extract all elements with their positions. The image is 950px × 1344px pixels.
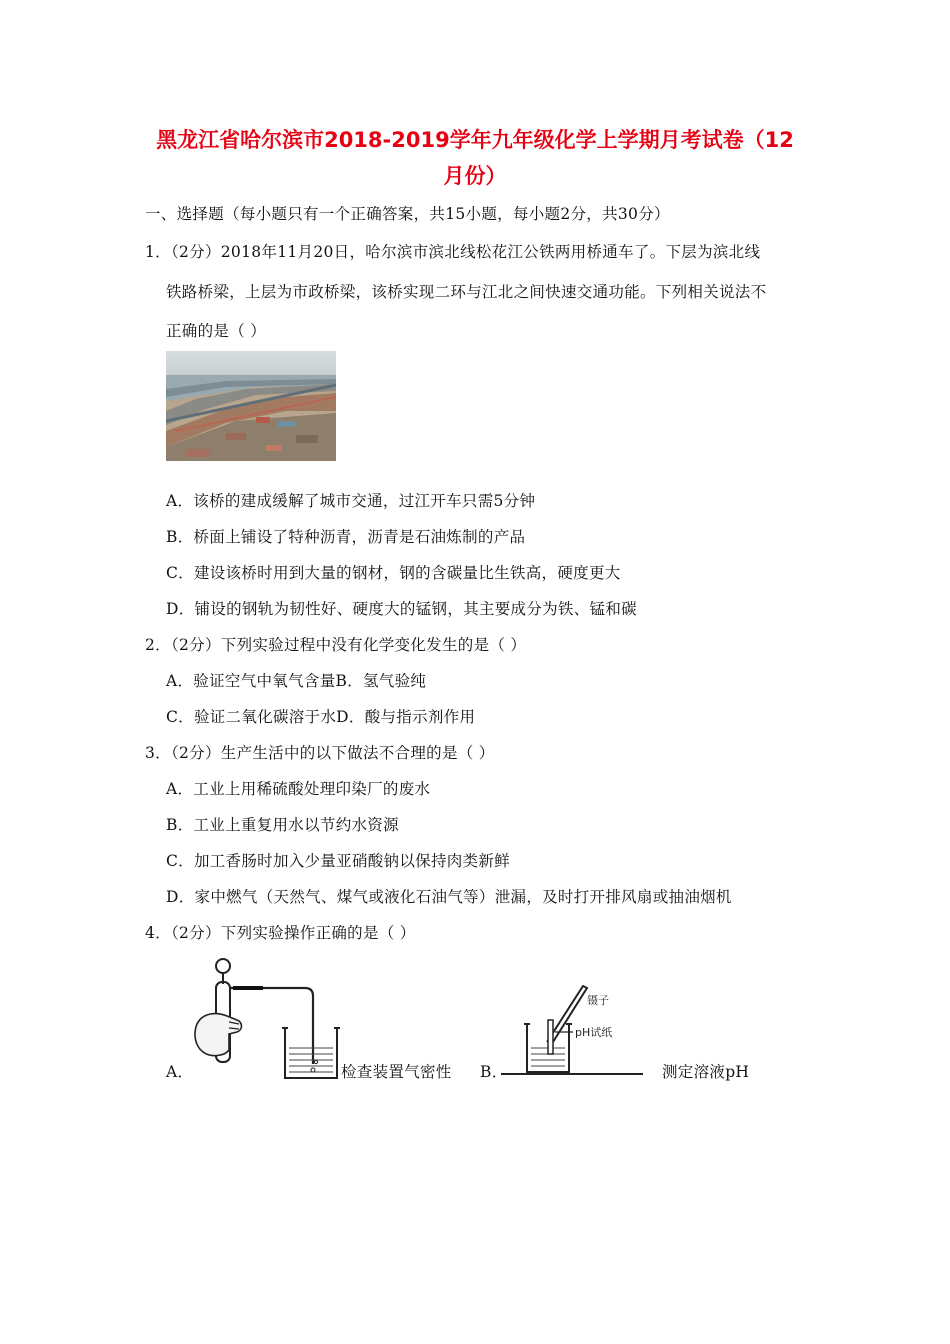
q4-option-b-letter: B． [480,1063,508,1081]
page-title-line2: 月份） [443,164,507,188]
q1-stem-line1: 1．（2分）2018年11月20日，哈尔滨市滨北线松花江公铁两用桥通车了。下层为滨北线 [145,243,761,261]
section-heading: 一、选择题（每小题只有一个正确答案，共15小题，每小题2分，共30分） [145,205,670,223]
q2-options-ab: A．验证空气中氧气含量B．氢气验纯 [166,672,427,690]
q1-stem-line3: 正确的是（ ） [166,322,267,340]
q1-option-c: C．建设该桥时用到大量的钢材，钢的含碳量比生铁高，硬度更大 [166,564,621,582]
q1-option-a: A．该桥的建成缓解了城市交通，过江开车只需5分钟 [166,492,536,510]
q4-option-b-text: 测定溶液pH [662,1063,750,1081]
q1-option-d: D．铺设的钢轨为韧性好、硬度大的锰钢，其主要成分为铁、锰和碳 [166,600,637,618]
q3-option-d: D．家中燃气（天然气、煤气或液化石油气等）泄漏，及时打开排风扇或抽油烟机 [166,888,732,906]
q1-stem-line2: 铁路桥梁，上层为市政桥梁，该桥实现二环与江北之间快速交通功能。下列相关说法不 [166,283,767,301]
bridge-aerial-photo [166,351,336,461]
q3-stem: 3．（2分）生产生活中的以下做法不合理的是（ ） [145,744,495,762]
q4-stem: 4．（2分）下列实验操作正确的是（ ） [145,924,416,942]
q3-option-c: C．加工香肠时加入少量亚硝酸钠以保持肉类新鲜 [166,852,510,870]
airtightness-check-figure [185,952,345,1082]
ph-test-figure [497,982,647,1080]
q1-option-b: B．桥面上铺设了特种沥青，沥青是石油炼制的产品 [166,528,526,546]
ph-paper-label: pH试纸 [575,1026,613,1039]
q3-option-a: A．工业上用稀硫酸处理印染厂的废水 [166,780,431,798]
tweezers-label: 镊子 [587,994,609,1007]
q3-option-b: B．工业上重复用水以节约水资源 [166,816,399,834]
q4-option-a-letter: A． [166,1063,194,1081]
q4-option-a-text: 检查装置气密性 [341,1063,452,1081]
q2-options-cd: C．验证二氧化碳溶于水D．酸与指示剂作用 [166,708,476,726]
page-title-line1: 黑龙江省哈尔滨市2018-2019学年九年级化学上学期月考试卷（12 [156,128,794,152]
q2-stem: 2．（2分）下列实验过程中没有化学变化发生的是（ ） [145,636,527,654]
